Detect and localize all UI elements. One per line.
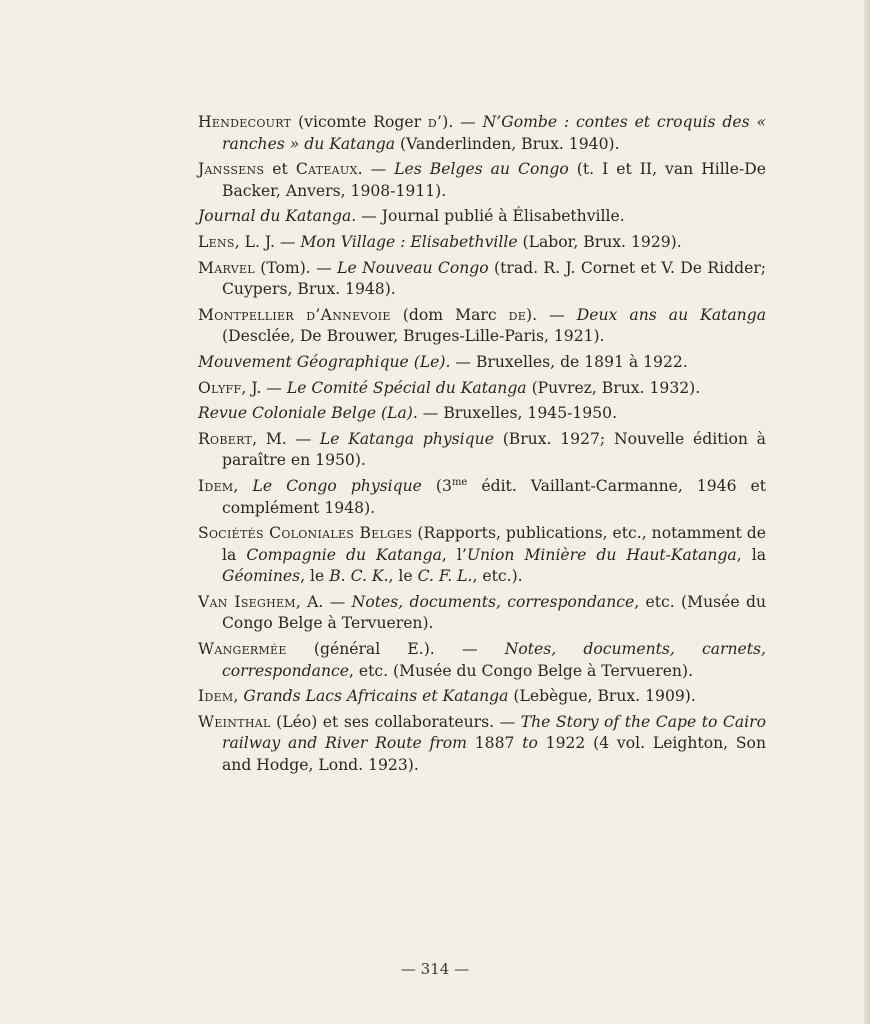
author-name: Wangermée	[198, 640, 287, 659]
title-text: Journal du Katanga.	[198, 207, 357, 226]
entry-text: — Bruxelles, 1945-1950.	[417, 404, 618, 423]
bibliography-entry	[198, 112, 766, 155]
bibliography-list	[198, 112, 766, 781]
title-text: Mon Village : Elisabethville	[300, 232, 518, 251]
author-name: Sociétés Coloniales Belges	[198, 524, 413, 543]
entry-text: (Vanderlinden, Brux. 1940).	[395, 134, 620, 153]
entry-text: ,	[233, 687, 244, 706]
author-name: Idem	[198, 476, 234, 495]
entry-text: (Lebègue, Brux. 1909).	[508, 687, 696, 706]
bibliography-entry	[198, 686, 766, 708]
entry-text: édit. Vaillant-Carmanne, 1946 et complément 1948).	[222, 476, 767, 517]
entry-text: (vicomte Roger	[291, 113, 428, 131]
entry-text: , L. J. —	[234, 232, 301, 251]
bibliography-entry	[198, 712, 766, 777]
entry-text: , etc. (Musée du Congo Belge à Tervueren).	[348, 661, 694, 680]
title-text: Notes, documents, correspondance	[351, 592, 635, 611]
entry-text: , la	[736, 545, 767, 564]
entry-text: (trad. R. J. Cornet et V. De Ridder; Cuypers, Brux. 1948).	[222, 258, 767, 299]
bibliography-entry	[198, 305, 766, 348]
entry-text: (Léo) et ses collaborateurs. —	[270, 712, 521, 731]
entry-text: (Rapports, publications, etc., notamment de la	[222, 524, 766, 564]
title-text: Notes, documents, carnets, correspondance	[222, 640, 766, 680]
title-text: B. C. K.	[329, 567, 389, 586]
entry-text: , etc. (Musée du Congo Belge à Tervueren).	[222, 592, 766, 633]
title-text: Union Minière du Haut-Katanga	[466, 545, 737, 564]
title-text: Le Nouveau Congo	[337, 258, 489, 277]
entry-text: et	[264, 160, 296, 179]
entry-text: (t. I et II, van Hille-De Backer, Anvers, 1908-1911).	[222, 160, 766, 200]
entry-text: ,	[233, 476, 253, 495]
entry-text: , etc.).	[472, 567, 523, 586]
author-name: Robert	[198, 429, 253, 448]
bibliography-entry	[198, 639, 766, 682]
title-text: to	[522, 734, 538, 753]
bibliography-entry	[198, 476, 766, 519]
entry-text: . —	[357, 160, 395, 179]
entry-text: (Tom). —	[254, 258, 338, 277]
author-name: Van Iseghem	[198, 592, 296, 611]
author-name: Montpellier d’Annevoie	[198, 305, 391, 324]
bibliography-entry	[198, 378, 766, 400]
entry-text: , le	[388, 567, 418, 586]
entry-text: (3	[421, 476, 452, 495]
superscript-text: me	[451, 476, 468, 488]
bibliography-entry	[198, 352, 766, 374]
bibliography-entry	[198, 258, 766, 301]
page-edge	[864, 0, 870, 1024]
entry-text: ). —	[442, 113, 483, 131]
author-name: Weinthal	[198, 712, 271, 731]
title-text: Grands Lacs Africains et Katanga	[243, 687, 509, 706]
bibliography-entry	[198, 429, 766, 472]
entry-text: (dom Marc	[390, 305, 509, 324]
entry-text: (Brux. 1927; Nouvelle édition à paraître en 1950).	[222, 429, 766, 470]
entry-text: (Puvrez, Brux. 1932).	[526, 378, 701, 397]
bibliography-entry	[198, 592, 766, 635]
entry-text: , A. —	[295, 592, 352, 611]
entry-text: ). —	[526, 305, 577, 324]
entry-text: (général E.). —	[286, 640, 505, 659]
author-name: Olyff	[198, 378, 242, 397]
entry-text: (Labor, Brux. 1929).	[517, 232, 682, 251]
title-text: Revue Coloniale Belge (La).	[198, 404, 418, 423]
title-text: Le Katanga physique	[319, 429, 494, 448]
author-name: Janssens	[198, 160, 265, 179]
title-text: Mouvement Géographique (Le).	[198, 352, 451, 371]
bibliography-entry	[198, 523, 766, 588]
entry-text: — Journal publié à Élisabethville.	[356, 207, 625, 226]
author-name: Marvel	[198, 258, 255, 277]
author-name: Hendecourt	[198, 113, 292, 131]
entry-text: , le	[300, 567, 330, 586]
title-text: The Story of the Cape to Cairo railway and River Route from	[222, 712, 766, 753]
bibliography-entry	[198, 206, 766, 228]
author-name: de	[508, 305, 527, 324]
title-text: Deux ans au Katanga	[576, 305, 766, 324]
title-text: Le Comité Spécial du Katanga	[286, 378, 527, 397]
entry-text: 1922 (4 vol. Leighton, Son and Hodge, Lond. 1923).	[222, 734, 766, 775]
bibliography-entry	[198, 403, 766, 425]
entry-text: — Bruxelles, de 1891 à 1922.	[450, 352, 688, 371]
bibliography-entry	[198, 232, 766, 254]
title-text: Compagnie du Katanga	[246, 545, 442, 564]
author-name: d’	[427, 113, 443, 131]
entry-text: 1887	[466, 734, 523, 753]
title-text: Les Belges au Congo	[394, 160, 569, 179]
entry-text: , J. —	[241, 378, 287, 397]
author-name: Idem	[198, 687, 234, 706]
entry-text: (Desclée, De Brouwer, Bruges-Lille-Paris, 1921).	[222, 327, 605, 346]
title-text: Géomines	[222, 567, 301, 586]
author-name: Lens	[198, 232, 235, 251]
author-name: Cateaux	[295, 160, 358, 179]
bibliography-entry	[198, 159, 766, 202]
page-number: — 314 —	[400, 960, 470, 978]
title-text: Le Congo physique	[252, 476, 422, 495]
entry-text: , l’	[441, 545, 467, 564]
title-text: C. F. L.	[417, 567, 473, 586]
entry-text: , M. —	[252, 429, 320, 448]
title-text: N’Gombe : contes et croquis des « ranches » du Katanga	[222, 113, 766, 153]
